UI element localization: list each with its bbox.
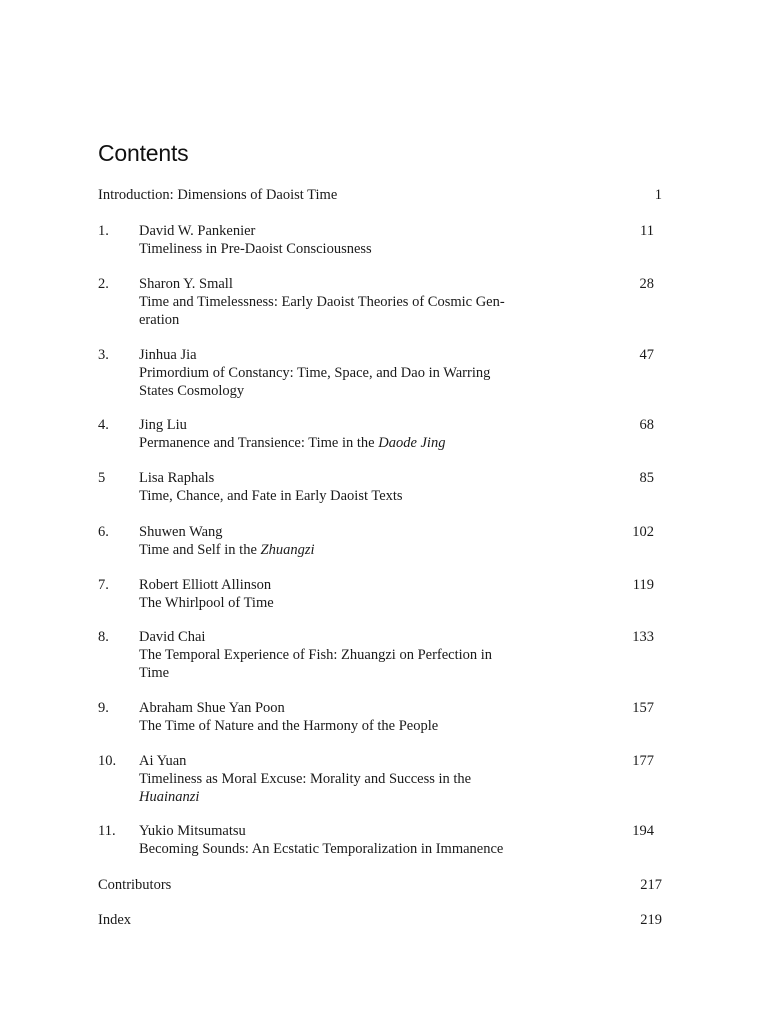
chapter-author: Abraham Shue Yan Poon <box>139 700 285 716</box>
entry-page-number: 157 <box>632 700 654 716</box>
chapter-title: Time and Timelessness: Early Daoist Theories of Cosmic Gen- <box>139 294 505 310</box>
chapter-number: 10. <box>98 753 117 769</box>
chapter-title <box>139 541 597 559</box>
chapter-author: Jing Liu <box>139 417 187 433</box>
chapter-title: Timeliness as Moral Excuse: Morality and Success in the <box>139 771 472 787</box>
chapter-author: Shuwen Wang <box>139 524 223 540</box>
chapter-author: David Chai <box>139 629 206 645</box>
chapter-author: Lisa Raphals <box>139 470 215 486</box>
chapter-title: Timeliness in Pre-Daoist Consciousness <box>139 241 372 257</box>
chapter-number: 9. <box>98 700 109 716</box>
entry-page-number: 133 <box>632 629 654 645</box>
chapter-title-continued: States Cosmology <box>139 383 245 399</box>
entry-title: Contributors <box>98 877 172 893</box>
chapter-author: Robert Elliott Allinson <box>139 577 272 593</box>
chapter-author: Ai Yuan <box>139 753 187 769</box>
entry-page-number: 119 <box>632 577 654 593</box>
chapter-number: 7. <box>98 577 109 593</box>
chapter-number: 6. <box>98 524 109 540</box>
chapter-number: 8. <box>98 629 109 645</box>
chapter-author: Jinhua Jia <box>139 347 197 363</box>
chapter-title: The Whirlpool of Time <box>139 595 274 611</box>
entry-page-number: 1 <box>654 187 662 203</box>
entry-title: Introduction: Dimensions of Daoist Time <box>98 187 338 203</box>
entry-page-number: 177 <box>632 753 654 769</box>
chapter-title: The Time of Nature and the Harmony of the People <box>139 718 439 734</box>
chapter-number: 2. <box>98 276 109 292</box>
entry-page-number: 217 <box>640 877 662 893</box>
chapter-author: Yukio Mitsumatsu <box>139 823 246 839</box>
chapter-number: 1. <box>98 223 109 239</box>
chapter-title: Becoming Sounds: An Ecstatic Temporalization in Immanence <box>139 841 504 857</box>
page-title: Contents <box>98 140 189 166</box>
entry-page-number: 219 <box>640 912 662 928</box>
chapter-title-italic: Huainanzi <box>139 789 200 805</box>
chapter-title: Time, Chance, and Fate in Early Daoist Texts <box>139 488 403 504</box>
entry-page-number: 85 <box>639 470 654 486</box>
chapter-title-italic: Daode Jing <box>378 435 446 451</box>
chapter-author: Sharon Y. Small <box>139 276 233 292</box>
entry-title: Index <box>98 912 132 928</box>
entry-page-number: 28 <box>639 276 654 292</box>
chapter-title <box>139 434 597 452</box>
chapter-author: David W. Pankenier <box>139 223 256 239</box>
chapter-title: The Temporal Experience of Fish: Zhuangzi on Perfection in <box>139 647 493 663</box>
chapter-title-italic: Zhuangzi <box>260 542 315 558</box>
entry-page-number: 102 <box>632 524 654 540</box>
chapter-title-continued: Time <box>139 665 170 681</box>
chapter-number: 11. <box>98 823 116 839</box>
chapter-title-text: Permanence and Transience: Time in the <box>139 435 379 451</box>
chapter-title-continued: eration <box>139 312 180 328</box>
chapter-number: 5 <box>98 470 106 486</box>
entry-page-number: 11 <box>640 223 654 239</box>
chapter-title: Primordium of Constancy: Time, Space, and Dao in Warring <box>139 365 491 381</box>
chapter-title-text: Time and Self in the <box>139 542 261 558</box>
chapter-number: 4. <box>98 417 109 433</box>
chapter-number: 3. <box>98 347 109 363</box>
entry-page-number: 68 <box>639 417 654 433</box>
entry-page-number: 47 <box>639 347 654 363</box>
entry-page-number: 194 <box>632 823 654 839</box>
